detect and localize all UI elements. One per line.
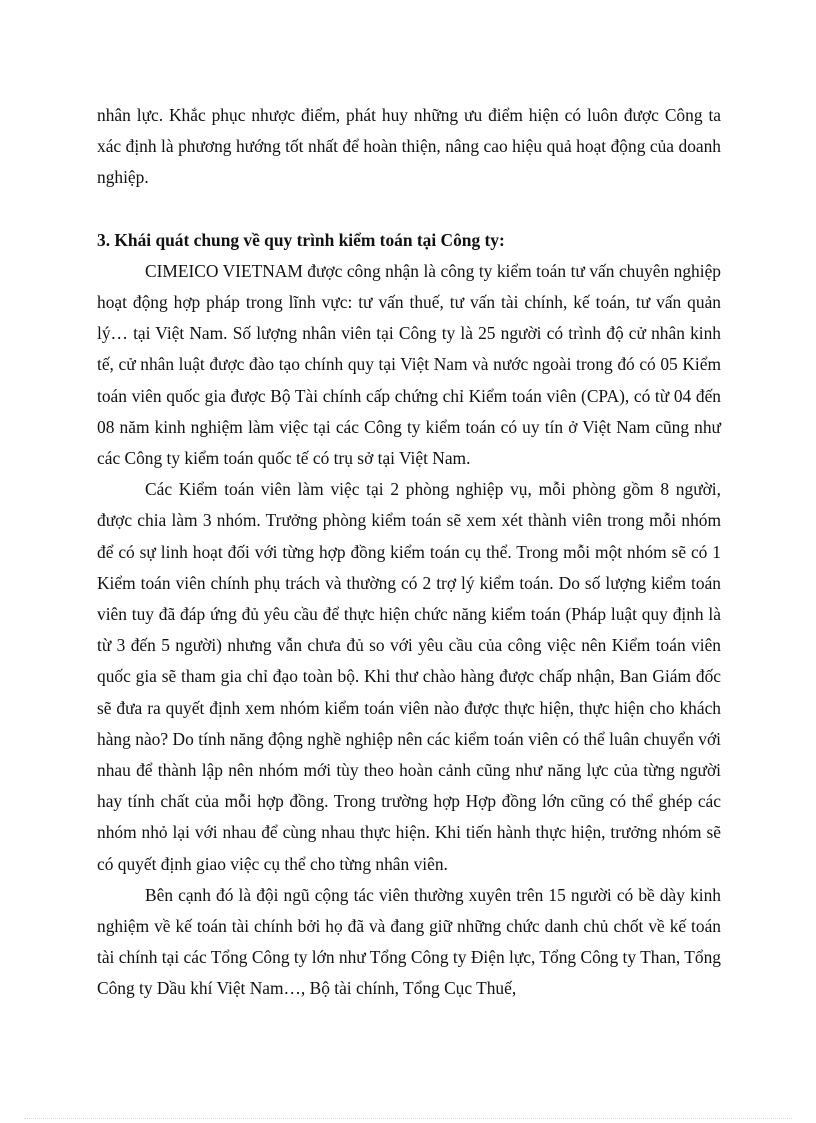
section-heading: 3. Khái quát chung về quy trình kiểm toán tại Công ty: [97,229,505,250]
paragraph-collaborators: Bên cạnh đó là đội ngũ cộng tác viên thường xuyên trên 15 người có bề dày kinh nghiệm về kế toán tài chính bởi họ đã và đang giữ những chức danh chủ chốt về kế toán tài chính tại các Tổng Công ty lớn như Tổng Công ty Điện lực, Tổng Công ty Than, Tổng Công ty Dầu khí Việt Nam…, Bộ tài chính, Tổng Cục Thuế, [97,884,721,999]
paragraph-audit-teams: Các Kiểm toán viên làm việc tại 2 phòng nghiệp vụ, mỗi phòng gồm 8 người, được chia làm 3 nhóm. Trưởng phòng kiểm toán sẽ xem xét thành viên trong mỗi nhóm để có sự linh hoạt đối với từng hợp đồng kiểm toán cụ thể. Trong mỗi một nhóm sẽ có 1 Kiểm toán viên chính phụ trách và thường có 2 trợ lý kiểm toán. Do số lượng kiểm toán viên tuy đã đáp ứng đủ yêu cầu để thực hiện chức năng kiểm toán (Pháp luật quy định là từ 3 đến 5 người) nhưng vẫn chưa đủ so với yêu cầu của công việc nên Kiểm toán viên quốc gia sẽ tham gia chỉ đạo toàn bộ. Khi thư chào hàng được chấp nhận, Ban Giám đốc sẽ đưa ra quyết định xem nhóm kiểm toán viên nào được thực hiện, thực hiện cho khách hàng nào? Do tính năng động nghề nghiệp nên các kiểm toán viên có thể luân chuyển với nhau để thành lập nên nhóm mới tùy theo hoàn cảnh cũng như năng lực của từng người hay tính chất của mỗi hợp đồng. Trong trường hợp Hợp đồng lớn cũng có thể ghép các nhóm nhỏ lại với nhau để cùng nhau thực hiện. Khi tiến hành thực hiện, trưởng nhóm sẽ có quyết định giao việc cụ thể cho từng nhân viên. [97,479,721,874]
page-bottom-divider [24,1118,792,1119]
document-body [97,100,721,1005]
paragraph-company-profile: CIMEICO VIETNAM được công nhận là công ty kiểm toán tư vấn chuyên nghiệp hoạt động hợp pháp trong lĩnh vực: tư vấn thuế, tư vấn tài chính, kế toán, tư vấn quản lý… tại Việt Nam. Số lượng nhân viên tại Công ty là 25 người có trình độ cử nhân kinh tế, cử nhân luật được đào tạo chính quy tại Việt Nam và nước ngoài trong đó có 05 Kiểm toán viên quốc gia được Bộ Tài chính cấp chứng chỉ Kiểm toán viên (CPA), có từ 04 đến 08 năm kinh nghiệm làm việc tại các Công ty kiểm toán có uy tín ở Việt Nam cũng như các Công ty kiểm toán quốc tế có trụ sở tại Việt Nam. [97,260,721,469]
intro-paragraph: nhân lực. Khắc phục nhược điểm, phát huy những ưu điểm hiện có luôn được Công ta xác định là phương hướng tốt nhất để hoàn thiện, nâng cao hiệu quả hoạt động của doanh nghiệp. [97,105,721,188]
